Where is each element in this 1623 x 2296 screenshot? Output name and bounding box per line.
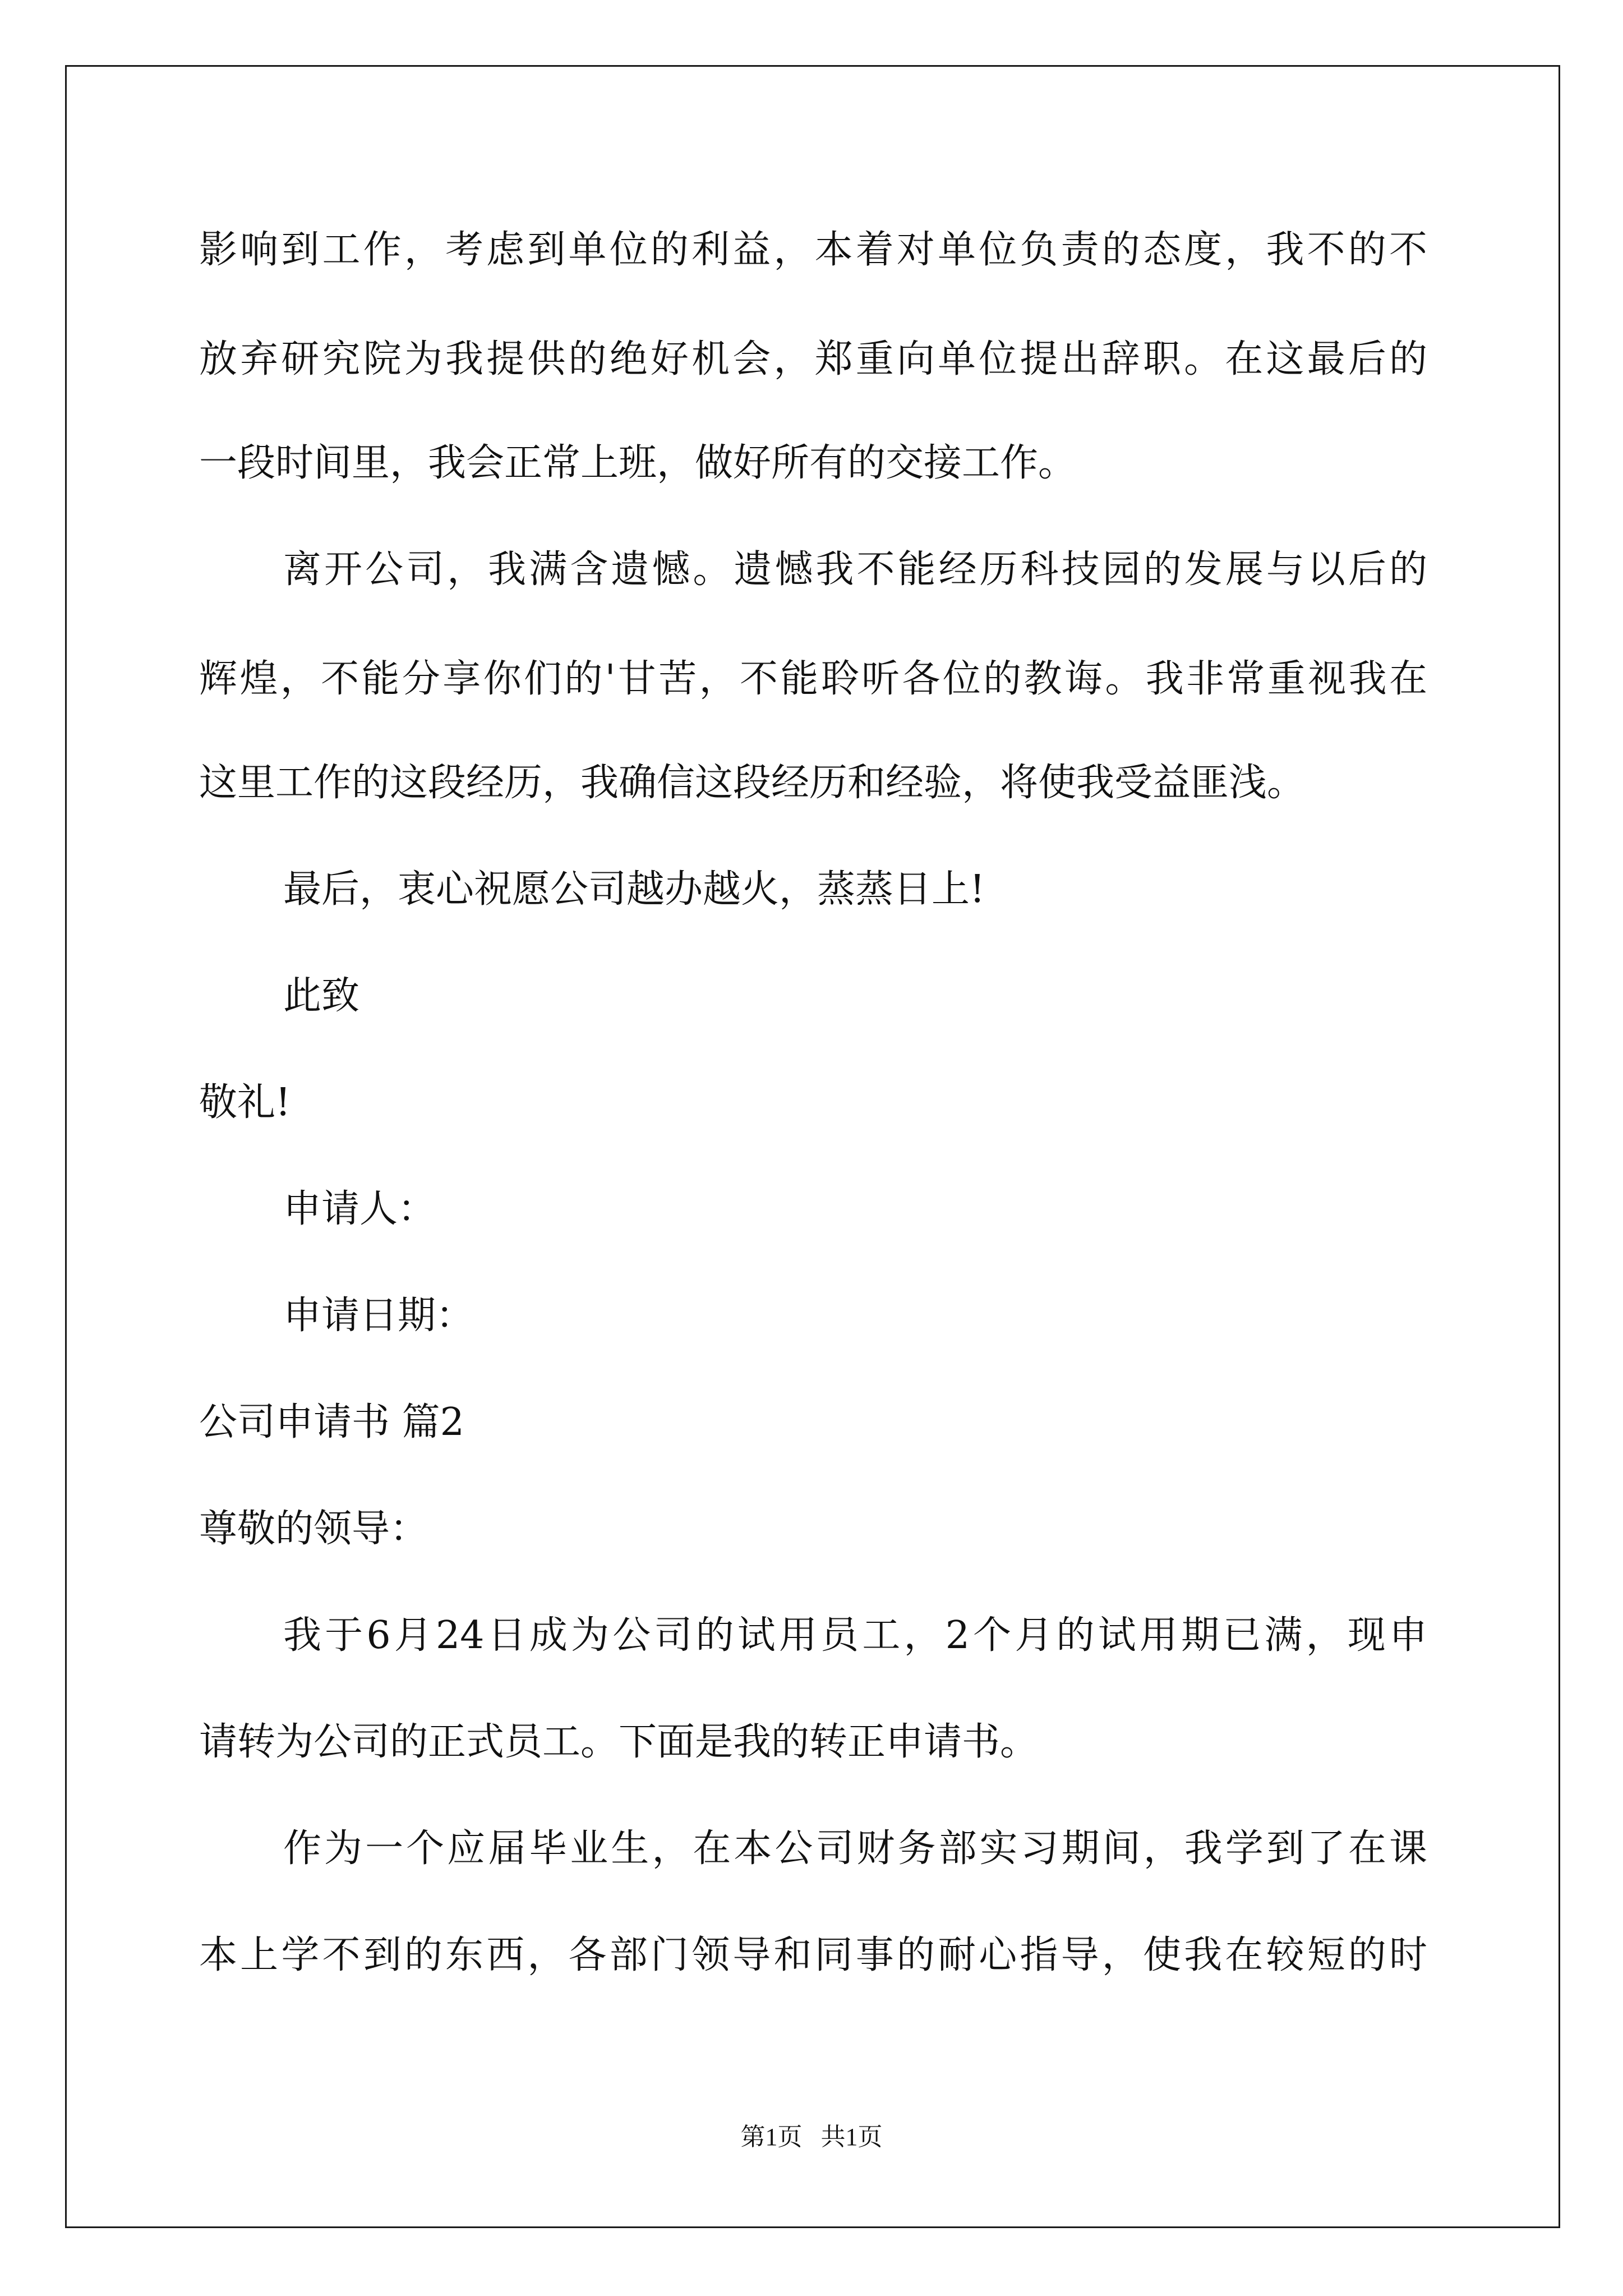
paragraph-line: 我于6月24日成为公司的试用员工，2个月的试用期已满，现申 [283,1613,1427,1658]
application-date-label: 申请日期： [283,1294,474,1338]
paragraph-line: 一段时间里，我会正常上班，做好所有的交接工作。 [199,441,1077,485]
paragraph-line: 离开公司，我满含遗憾。遗憾我不能经历科技园的发展与以后的 [283,547,1427,592]
section-heading: 公司申请书 篇2 [199,1400,464,1444]
greeting: 尊敬的领导： [199,1507,428,1551]
paragraph-line: 作为一个应届毕业生，在本公司财务部实习期间，我学到了在课 [283,1826,1427,1871]
paragraph-line: 辉煌，不能分享你们的'甘苦，不能聆听各位的教诲。我非常重视我在 [199,657,1427,701]
paragraph-line: 这里工作的这段经历，我确信这段经历和经验，将使我受益匪浅。 [199,761,1306,805]
closing-respect: 敬礼! [199,1080,291,1125]
closing-salutation: 此致 [283,974,360,1018]
paragraph-line: 本上学不到的东西，各部门领导和同事的耐心指导，使我在较短的时 [199,1933,1427,1977]
applicant-label: 申请人： [283,1187,436,1231]
paragraph-line: 放弃研究院为我提供的绝好机会，郑重向单位提出辞职。在这最后的 [199,337,1427,381]
paragraph-line: 影响到工作，考虑到单位的利益，本着对单位负责的态度，我不的不 [199,228,1427,272]
page-border [65,65,1560,2228]
paragraph-line: 最后，衷心祝愿公司越办越火，蒸蒸日上! [283,867,985,912]
page-number-footer: 第1页 共1页 [740,2123,883,2151]
paragraph-line: 请转为公司的正式员工。下面是我的转正申请书。 [199,1720,1039,1764]
